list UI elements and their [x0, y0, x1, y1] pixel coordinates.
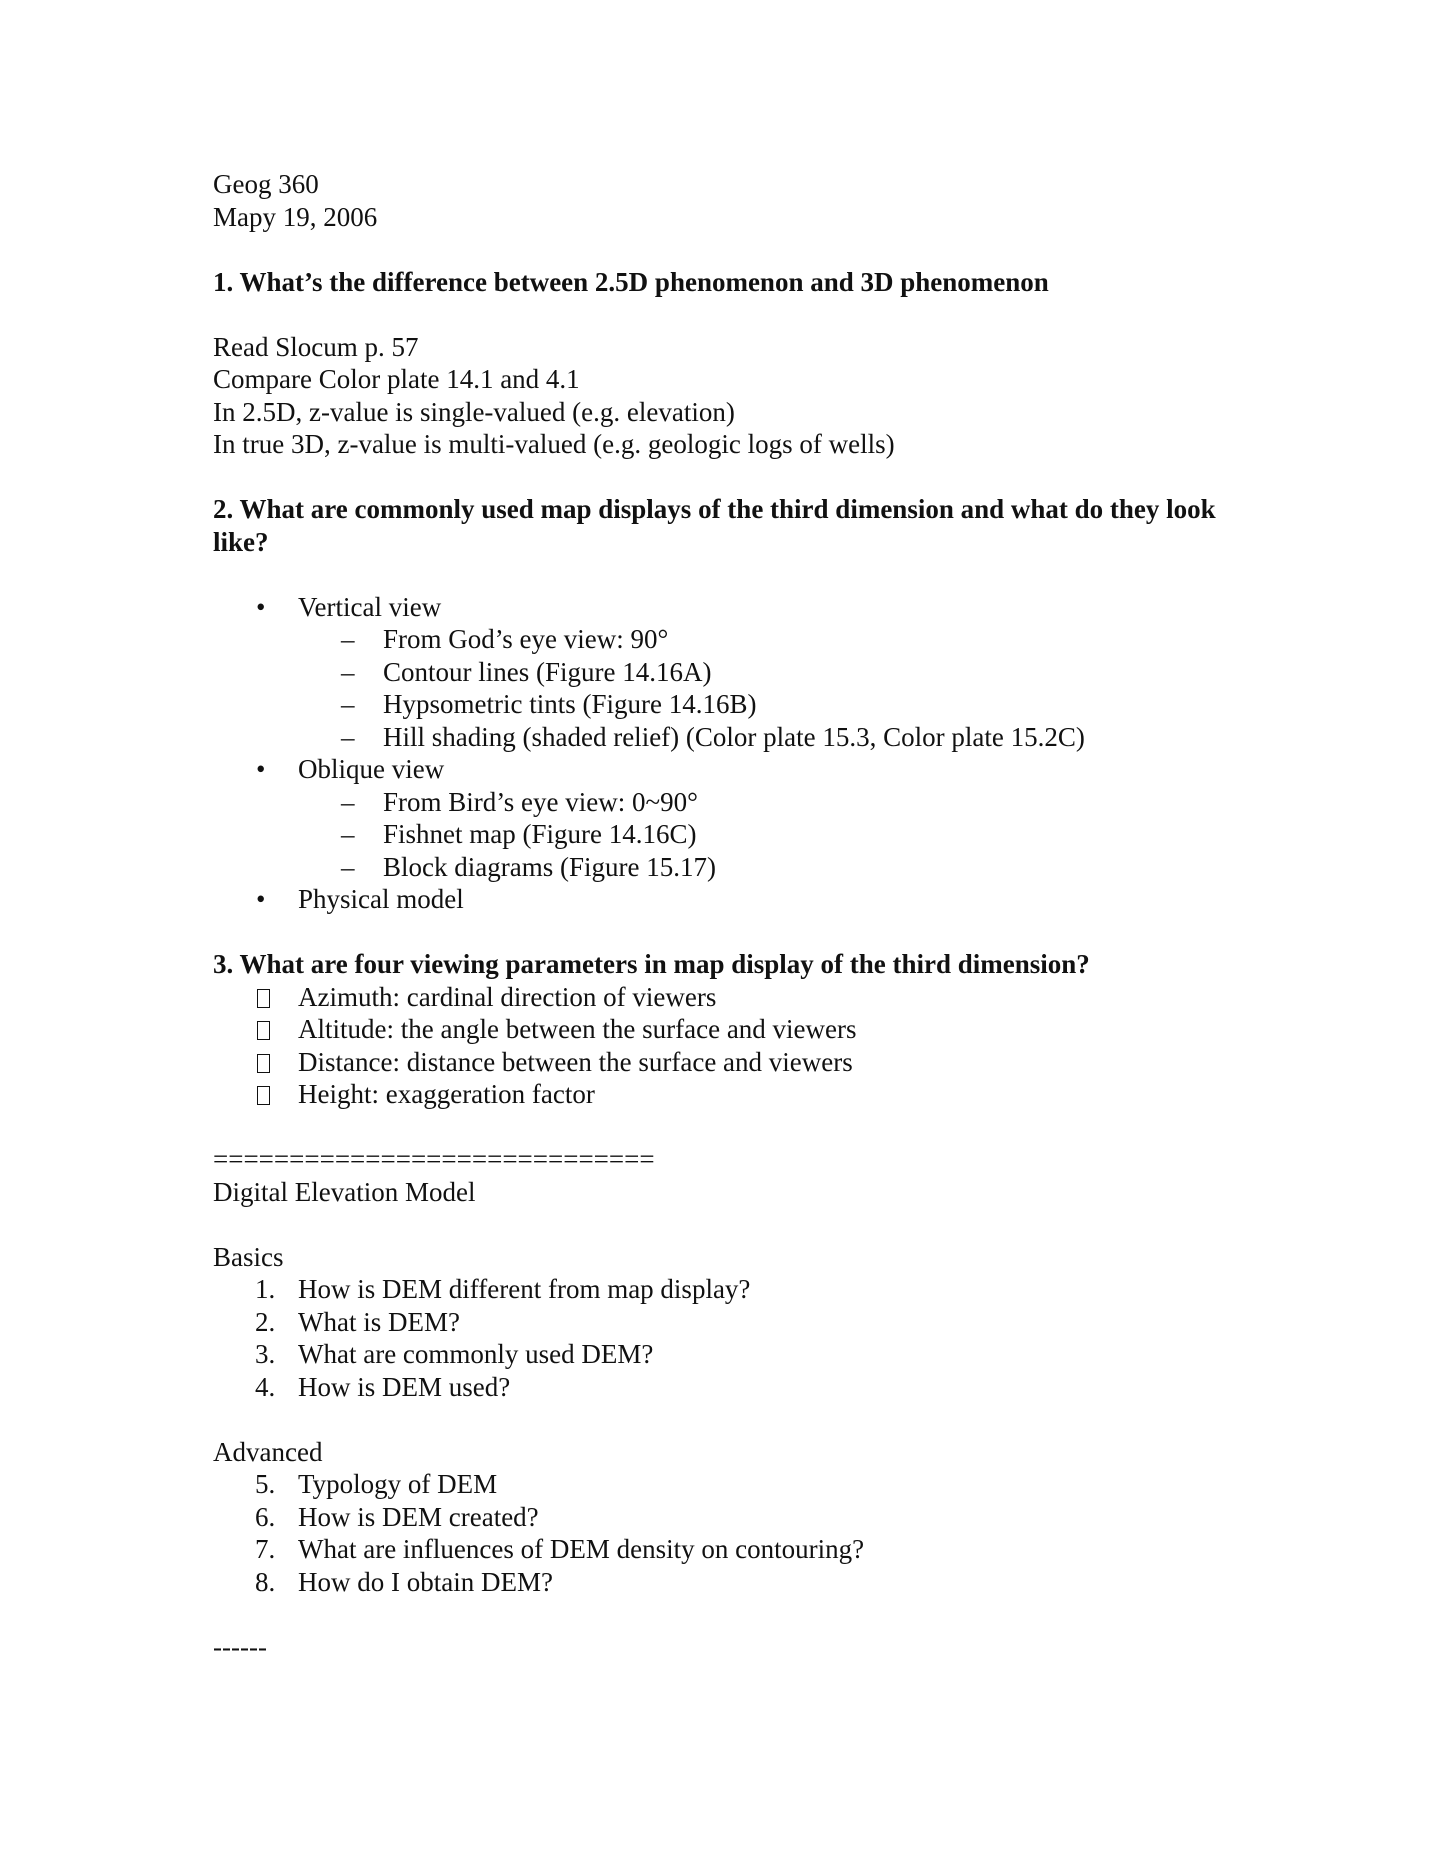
question-3: 3. What are four viewing parameters in map display of the third dimension?	[213, 949, 1090, 979]
sub-list-item-label: Contour lines (Figure 14.16A)	[383, 656, 712, 687]
checkbox-square-icon	[257, 1021, 270, 1040]
dash-icon: –	[341, 624, 355, 654]
dash-icon: –	[341, 851, 355, 882]
item-number: 1.	[255, 1274, 276, 1304]
sub-list-item-label: Hill shading (shaded relief) (Color plate 15.3, Color plate 15.2C)	[383, 721, 1085, 752]
spacer	[213, 1111, 1263, 1144]
list-item	[213, 1468, 1263, 1501]
list-item	[213, 1013, 1263, 1046]
section-title: Digital Elevation Model	[213, 1176, 476, 1207]
list-item-label: How is DEM different from map display?	[298, 1274, 751, 1304]
sub-list-item	[298, 851, 1263, 884]
spacer	[213, 298, 1263, 331]
list-item	[213, 1533, 1263, 1566]
list-item	[213, 1078, 1263, 1111]
sub-list-item-label: Fishnet map (Figure 14.16C)	[383, 819, 697, 849]
advanced-heading: Advanced	[213, 1436, 323, 1467]
sub-list-item-label: From God’s eye view: 90°	[383, 624, 669, 654]
list-item-label: Altitude: the angle between the surface and viewers	[298, 1014, 857, 1044]
question-2: 2. What are commonly used map displays of the third dimension and what do they look like?	[213, 494, 1216, 557]
list-item-label: What are commonly used DEM?	[298, 1339, 654, 1369]
dash-icon: –	[341, 656, 355, 687]
q1-answer-line: Read Slocum p. 57	[213, 331, 419, 362]
bullet-icon: •	[256, 591, 266, 622]
dash-icon: –	[341, 786, 355, 817]
item-number: 5.	[255, 1469, 276, 1499]
course-title: Geog 360	[213, 169, 319, 199]
spacer	[213, 461, 1263, 494]
sub-list	[298, 786, 1263, 884]
list-item	[213, 1371, 1263, 1404]
spacer	[213, 558, 1263, 591]
basics-heading: Basics	[213, 1241, 284, 1272]
sub-list-item	[298, 623, 1263, 656]
item-number: 3.	[255, 1339, 276, 1369]
spacer	[213, 233, 1263, 266]
list-item	[213, 883, 1263, 916]
list-item-label: Azimuth: cardinal direction of viewers	[298, 981, 717, 1012]
spacer	[213, 1208, 1263, 1241]
list-item-label: Height: exaggeration factor	[298, 1079, 595, 1109]
question-1: 1. What’s the difference between 2.5D phenomenon and 3D phenomenon	[213, 266, 1049, 297]
checkbox-square-icon	[257, 1054, 270, 1073]
item-number: 2.	[255, 1306, 276, 1337]
list-item	[213, 591, 1263, 754]
spacer	[213, 1598, 1263, 1631]
sub-list-item	[298, 721, 1263, 754]
list-item-label: Typology of DEM	[298, 1469, 498, 1499]
basics-list	[213, 1273, 1263, 1403]
advanced-list	[213, 1468, 1263, 1598]
q2-display-list	[213, 591, 1263, 916]
document-page	[213, 168, 1263, 1663]
section-separator: =============================	[213, 1144, 655, 1174]
sub-list-item	[298, 656, 1263, 689]
item-number: 4.	[255, 1371, 276, 1402]
spacer	[213, 1403, 1263, 1436]
list-item-label: What are influences of DEM density on contouring?	[298, 1534, 865, 1564]
dash-icon: –	[341, 721, 355, 752]
spacer	[213, 916, 1263, 949]
item-number: 6.	[255, 1501, 276, 1532]
item-number: 7.	[255, 1534, 276, 1564]
list-item-label: Distance: distance between the surface and viewers	[298, 1046, 853, 1077]
dash-icon: –	[341, 689, 355, 719]
dash-icon: –	[341, 819, 355, 849]
list-item	[213, 1566, 1263, 1599]
sub-list-item	[298, 818, 1263, 851]
q3-parameter-list	[213, 981, 1263, 1111]
sub-list-item	[298, 786, 1263, 819]
list-item	[213, 1338, 1263, 1371]
list-item	[213, 753, 1263, 883]
bullet-icon: •	[256, 884, 266, 914]
sub-list-item-label: Block diagrams (Figure 15.17)	[383, 851, 716, 882]
item-number: 8.	[255, 1566, 276, 1597]
checkbox-square-icon	[257, 1086, 270, 1105]
list-item	[213, 1501, 1263, 1534]
bullet-icon: •	[256, 754, 266, 784]
footer-rule: ------	[213, 1631, 267, 1662]
document-date: Mapy 19, 2006	[213, 201, 378, 232]
list-item-label: Oblique view	[298, 754, 445, 784]
checkbox-square-icon	[257, 989, 270, 1008]
list-item-label: What is DEM?	[298, 1306, 460, 1337]
list-item	[213, 981, 1263, 1014]
list-item	[213, 1046, 1263, 1079]
list-item-label: Vertical view	[298, 591, 442, 622]
q1-answer-line: Compare Color plate 14.1 and 4.1	[213, 364, 580, 394]
list-item-label: How is DEM created?	[298, 1501, 539, 1532]
sub-list-item-label: From Bird’s eye view: 0~90°	[383, 786, 698, 817]
q1-answer-line: In 2.5D, z-value is single-valued (e.g. elevation)	[213, 396, 735, 427]
list-item-label: Physical model	[298, 884, 464, 914]
list-item-label: How do I obtain DEM?	[298, 1566, 553, 1597]
list-item	[213, 1273, 1263, 1306]
q1-answer-line: In true 3D, z-value is multi-valued (e.g. geologic logs of wells)	[213, 429, 895, 459]
sub-list-item-label: Hypsometric tints (Figure 14.16B)	[383, 689, 757, 719]
sub-list	[298, 623, 1263, 753]
list-item	[213, 1306, 1263, 1339]
sub-list-item	[298, 688, 1263, 721]
list-item-label: How is DEM used?	[298, 1371, 511, 1402]
